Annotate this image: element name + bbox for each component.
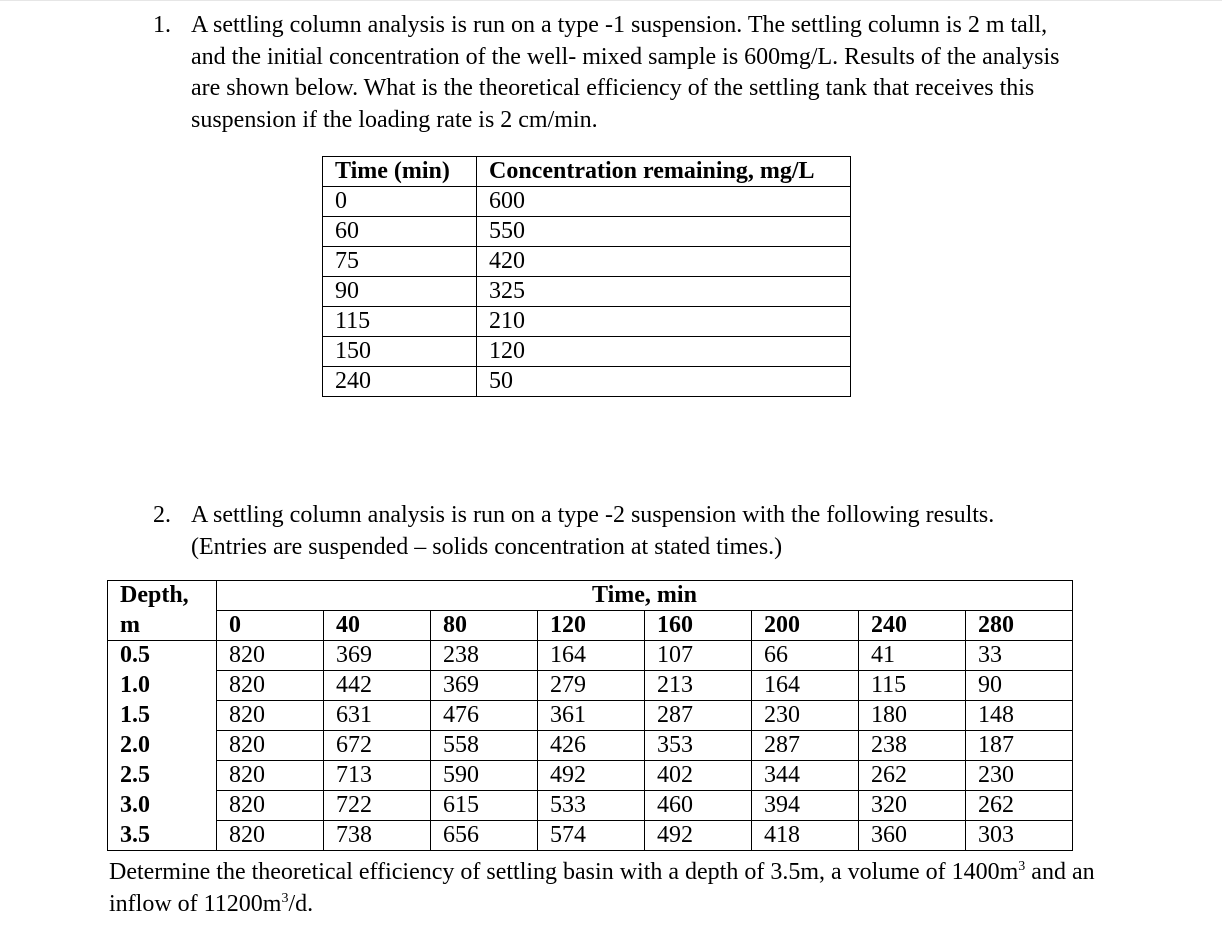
time-header-cell: 40 — [324, 611, 431, 641]
value-cell: 360 — [859, 821, 966, 851]
depth-cell: 0.5 — [108, 641, 217, 671]
table-header-row — [108, 581, 1073, 611]
value-cell: 164 — [752, 671, 859, 701]
table-row — [108, 761, 1073, 791]
value-cell: 820 — [217, 701, 324, 731]
conclusion-text-1: Determine the theoretical efficiency of settling basin with a depth of 3.5m, a volume of 1400m — [109, 859, 1019, 885]
conclusion-text-2: and an inflow of 11200m — [109, 859, 1095, 917]
concentration-cell: 550 — [477, 217, 851, 247]
concentration-cell: 600 — [477, 187, 851, 217]
value-cell: 107 — [645, 641, 752, 671]
value-cell: 492 — [645, 821, 752, 851]
value-cell: 262 — [859, 761, 966, 791]
depth-cell: 1.0 — [108, 671, 217, 701]
value-cell: 353 — [645, 731, 752, 761]
value-cell: 820 — [217, 641, 324, 671]
header-depth-unit: m — [108, 611, 217, 641]
concentration-cell: 210 — [477, 307, 851, 337]
value-cell: 820 — [217, 821, 324, 851]
value-cell: 287 — [645, 701, 752, 731]
value-cell: 558 — [431, 731, 538, 761]
value-cell: 442 — [324, 671, 431, 701]
value-cell: 820 — [217, 671, 324, 701]
superscript-3: 3 — [281, 890, 289, 906]
value-cell: 361 — [538, 701, 645, 731]
superscript-3: 3 — [1018, 859, 1026, 874]
time-header-cell: 160 — [645, 611, 752, 641]
time-cell: 150 — [323, 337, 477, 367]
table-row — [108, 791, 1073, 821]
depth-cell: 2.0 — [108, 731, 217, 761]
depth-cell: 2.5 — [108, 761, 217, 791]
type2-settling-table — [107, 580, 1073, 851]
table-row — [108, 821, 1073, 851]
value-cell: 187 — [966, 731, 1073, 761]
time-cell: 115 — [323, 307, 477, 337]
table-row — [323, 217, 851, 247]
type1-settling-table — [322, 156, 851, 397]
table-row — [323, 337, 851, 367]
value-cell: 820 — [217, 791, 324, 821]
value-cell: 426 — [538, 731, 645, 761]
time-cell: 90 — [323, 277, 477, 307]
question-2-conclusion — [109, 857, 1109, 920]
table-header-row — [323, 157, 851, 187]
value-cell: 41 — [859, 641, 966, 671]
depth-cell: 3.0 — [108, 791, 217, 821]
value-cell: 90 — [966, 671, 1073, 701]
value-cell: 460 — [645, 791, 752, 821]
concentration-cell: 120 — [477, 337, 851, 367]
value-cell: 115 — [859, 671, 966, 701]
value-cell: 590 — [431, 761, 538, 791]
time-cell: 60 — [323, 217, 477, 247]
value-cell: 230 — [752, 701, 859, 731]
value-cell: 672 — [324, 731, 431, 761]
value-cell: 287 — [752, 731, 859, 761]
time-header-cell: 240 — [859, 611, 966, 641]
table-row — [323, 187, 851, 217]
time-header-cell: 200 — [752, 611, 859, 641]
concentration-cell: 420 — [477, 247, 851, 277]
depth-cell: 1.5 — [108, 701, 217, 731]
time-header-cell: 280 — [966, 611, 1073, 641]
question-1-text: A settling column analysis is run on a type -1 suspension. The settling column is 2 m tall, and the initial concentration of the well- mixed sample is 600mg/L. Results of the analysis are shown below. What is the theoretical efficiency of the settling tank that receives this suspension if the loading rate is 2 cm/min. — [191, 12, 1060, 133]
question-2-number: 2. — [153, 502, 171, 528]
concentration-cell: 50 — [477, 367, 851, 397]
value-cell: 369 — [431, 671, 538, 701]
value-cell: 533 — [538, 791, 645, 821]
table-row — [323, 247, 851, 277]
question-2-text: A settling column analysis is run on a type -2 suspension with the following results. (Entries are suspended – solids concentration at stated times.) — [191, 502, 995, 560]
value-cell: 238 — [431, 641, 538, 671]
table-row — [108, 701, 1073, 731]
value-cell: 213 — [645, 671, 752, 701]
time-cell: 75 — [323, 247, 477, 277]
value-cell: 369 — [324, 641, 431, 671]
value-cell: 713 — [324, 761, 431, 791]
value-cell: 238 — [859, 731, 966, 761]
header-concentration: Concentration remaining, mg/L — [477, 157, 851, 187]
value-cell: 615 — [431, 791, 538, 821]
value-cell: 164 — [538, 641, 645, 671]
value-cell: 476 — [431, 701, 538, 731]
table-row — [323, 307, 851, 337]
value-cell: 656 — [431, 821, 538, 851]
table-row — [108, 641, 1073, 671]
time-cell: 240 — [323, 367, 477, 397]
time-cell: 0 — [323, 187, 477, 217]
value-cell: 279 — [538, 671, 645, 701]
time-header-cell: 0 — [217, 611, 324, 641]
time-header-cell: 120 — [538, 611, 645, 641]
value-cell: 394 — [752, 791, 859, 821]
value-cell: 574 — [538, 821, 645, 851]
value-cell: 631 — [324, 701, 431, 731]
table-subheader-row — [108, 611, 1073, 641]
value-cell: 722 — [324, 791, 431, 821]
top-divider — [0, 0, 1222, 1]
value-cell: 148 — [966, 701, 1073, 731]
table-row — [108, 671, 1073, 701]
value-cell: 418 — [752, 821, 859, 851]
value-cell: 230 — [966, 761, 1073, 791]
value-cell: 402 — [645, 761, 752, 791]
value-cell: 820 — [217, 761, 324, 791]
concentration-cell: 325 — [477, 277, 851, 307]
table-row — [323, 367, 851, 397]
value-cell: 180 — [859, 701, 966, 731]
value-cell: 320 — [859, 791, 966, 821]
value-cell: 262 — [966, 791, 1073, 821]
value-cell: 492 — [538, 761, 645, 791]
value-cell: 66 — [752, 641, 859, 671]
value-cell: 344 — [752, 761, 859, 791]
table-row — [323, 277, 851, 307]
table-row — [108, 731, 1073, 761]
header-depth: Depth, — [108, 581, 217, 611]
value-cell: 303 — [966, 821, 1073, 851]
question-1-number: 1. — [153, 12, 171, 38]
header-time: Time (min) — [323, 157, 477, 187]
value-cell: 820 — [217, 731, 324, 761]
time-header-cell: 80 — [431, 611, 538, 641]
conclusion-text-3: /d. — [288, 890, 314, 917]
header-time: Time, min — [217, 581, 1073, 611]
value-cell: 738 — [324, 821, 431, 851]
depth-cell: 3.5 — [108, 821, 217, 851]
value-cell: 33 — [966, 641, 1073, 671]
